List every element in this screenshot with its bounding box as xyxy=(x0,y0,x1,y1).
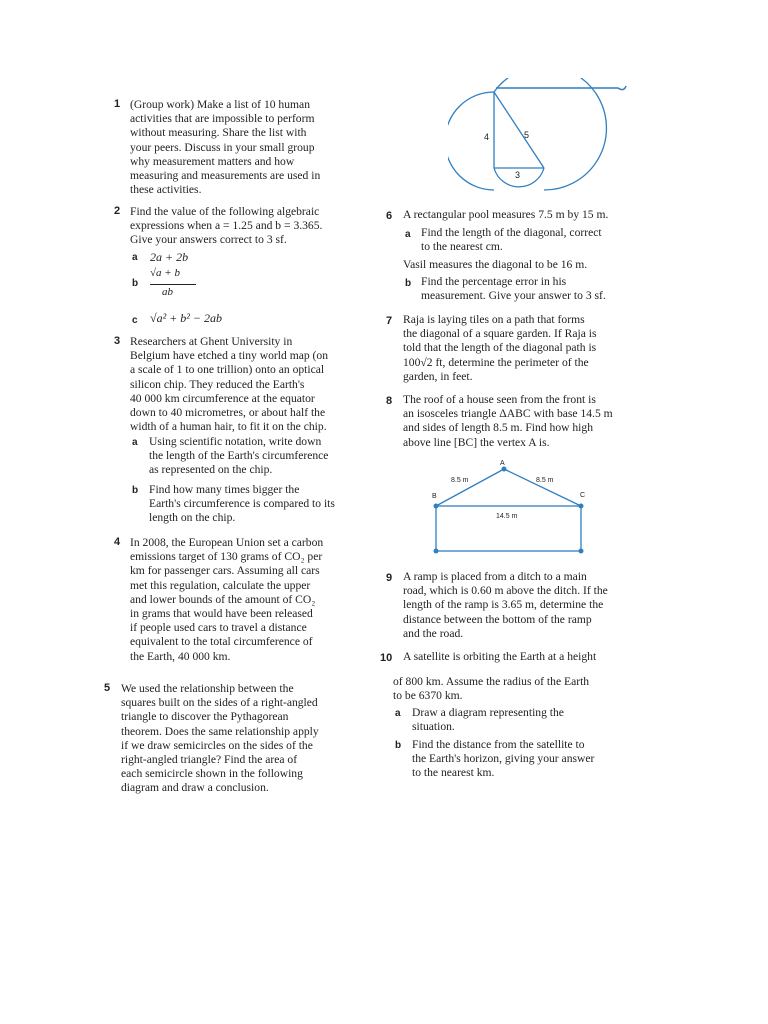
question-text: (Group work) Make a list of 10 human activities that are impossible to perform without measuring. Share the list with your peers. Discuss in your small group why measurement matters and how measuring and measurements are used in these activities. xyxy=(130,98,321,197)
label-4: 4 xyxy=(484,132,490,142)
label-b: B xyxy=(432,493,437,500)
question-number: 1 xyxy=(114,98,121,110)
part-label-b: b xyxy=(405,278,412,289)
vertex-b-dot xyxy=(434,504,439,509)
vertex-c-dot xyxy=(579,504,584,509)
expression-c: √a² + b² − 2ab xyxy=(150,311,222,325)
part-b-text: Find the percentage error in his measurement. Give your answer to 3 sf. xyxy=(421,275,606,303)
question-text: The roof of a house seen from the front is an isosceles triangle ΔABC with base 14.5 m and sides of length 8.5 m. Find how high above line [BC] the vertex A is. xyxy=(403,393,613,449)
part-label-a: a xyxy=(132,437,138,448)
corner-dot xyxy=(579,549,584,554)
question-number: 10 xyxy=(380,652,393,664)
question-number: 9 xyxy=(386,572,393,584)
semicircle-side-5 xyxy=(494,78,606,190)
question-text: In 2008, the European Union set a carbon emissions target of 130 grams of CO₂ per km for passenger cars. Assuming all cars met this regulation, calculate the upper and lower bounds of the amount of CO₂ in grams that would have been released if people used cars to travel a distance equivalent to the total circumference of the Earth, 40 000 km. xyxy=(130,536,324,663)
question-number: 6 xyxy=(386,210,393,222)
question-number: 5 xyxy=(104,682,111,694)
part-label-c: c xyxy=(132,315,138,326)
part-b-text: Find how many times bigger the Earth's circumference is compared to its length on the chip. xyxy=(149,483,335,525)
expression-b-numerator: √a + b xyxy=(150,267,180,279)
part-label-a: a xyxy=(395,708,401,719)
corner-dot xyxy=(434,549,439,554)
label-3: 3 xyxy=(515,170,521,180)
part-label-b: b xyxy=(395,740,402,751)
question-text-line-1: A satellite is orbiting the Earth at a height xyxy=(403,650,597,663)
part-a-text: Draw a diagram representing the situation. xyxy=(412,706,564,734)
fraction-bar xyxy=(150,284,196,285)
question-text: A ramp is placed from a ditch to a main road, which is 0.60 m above the ditch. If the length of the ramp is 3.65 m, determine the distance between the bottom of the ramp and the road. xyxy=(403,570,608,640)
question-text: of 800 km. Assume the radius of the Earth to be 6370 km. xyxy=(393,675,590,703)
scan-edge-line xyxy=(496,86,626,90)
question-number: 2 xyxy=(114,205,121,217)
label-a: A xyxy=(500,460,505,467)
part-a-text: Using scientific notation, write down the length of the Earth's circumference as represented on the chip. xyxy=(149,435,329,477)
label-5: 5 xyxy=(524,130,530,140)
part-label-a: a xyxy=(405,229,411,240)
house-roof-diagram xyxy=(426,458,606,558)
question-number: 8 xyxy=(386,395,393,407)
vasil-measurement-text: Vasil measures the diagonal to be 16 m. xyxy=(403,258,588,271)
part-label-b: b xyxy=(132,278,139,289)
roof-side-ab xyxy=(436,469,504,506)
question-number: 7 xyxy=(386,315,393,327)
expression-b-denominator: ab xyxy=(162,286,173,298)
part-b-text: Find the distance from the satellite to the Earth's horizon, giving your answer to the nearest km. xyxy=(412,738,595,780)
vertex-a-dot xyxy=(502,467,507,472)
question-text: Researchers at Ghent University in Belgium have etched a tiny world map (on a scale of 1 to one trillion) onto an optical silicon chip. They reduced the Earth's 40 000 km circumference at the equator down to 40 micrometres, or about half the width of a human hair, to fit it on the chip. xyxy=(130,335,329,434)
question-text: Find the value of the following algebraic expressions when a = 1.25 and b = 3.365. Give your answers correct to 3 sf. xyxy=(130,205,323,247)
roof-side-ac xyxy=(504,469,581,506)
semicircles-diagram xyxy=(448,78,648,198)
question-text: Raja is laying tiles on a path that forms the diagonal of a square garden. If Raja is told that the length of the diagonal path is 100√2 ft, determine the perimeter of the garden, in feet. xyxy=(403,313,597,383)
question-number: 4 xyxy=(114,536,121,548)
part-label-a: a xyxy=(132,252,138,263)
label-c: C xyxy=(580,492,586,499)
expression-a: 2a + 2b xyxy=(150,250,189,264)
label-right-side: 8.5 m xyxy=(536,477,554,484)
triangle-side-5 xyxy=(494,92,544,168)
question-text: A rectangular pool measures 7.5 m by 15 m. xyxy=(403,208,609,221)
question-text: We used the relationship between the squares built on the sides of a right-angled triangle to discover the Pythagorean theorem. Does the same relationship apply if we draw semicircles on the sides of the right-angled triangle? Find the area of each semicircle shown in the following diagram and draw a conclusion. xyxy=(121,682,319,795)
question-number: 3 xyxy=(114,335,121,347)
part-label-b: b xyxy=(132,485,139,496)
label-left-side: 8.5 m xyxy=(451,477,469,484)
label-base: 14.5 m xyxy=(496,513,518,520)
part-a-text: Find the length of the diagonal, correct to the nearest cm. xyxy=(421,226,602,254)
